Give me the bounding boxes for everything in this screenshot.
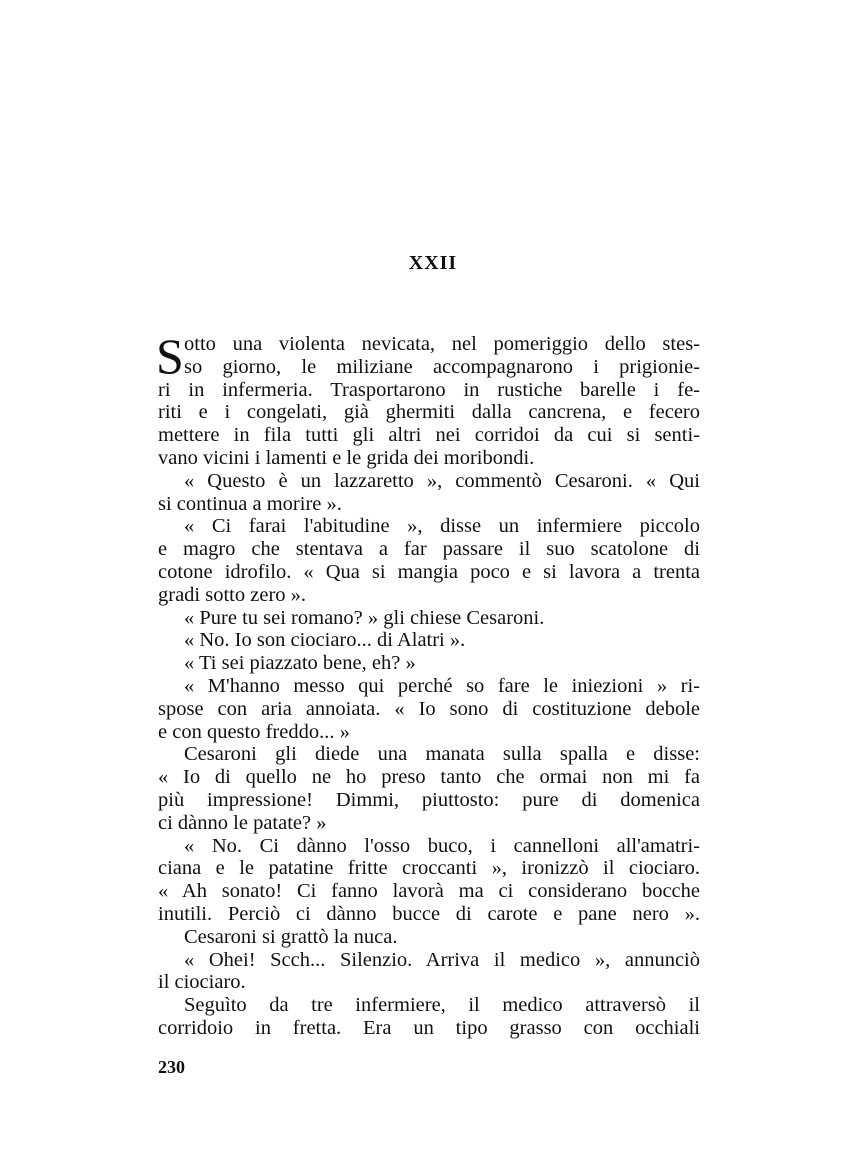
text-line: « Ohei! Scch... Silenzio. Arriva il medico », annunciò xyxy=(184,948,700,971)
text-line: « Ti sei piazzato bene, eh? » xyxy=(184,652,416,675)
text-line: « Pure tu sei romano? » gli chiese Cesaroni. xyxy=(184,606,545,629)
text-line: riti e i congelati, già ghermiti dalla cancrena, e fecero xyxy=(158,401,700,424)
text-line: « No. Ci dànno l'osso buco, i cannelloni all'amatri- xyxy=(184,834,700,857)
text-line: « Io di quello ne ho preso tanto che ormai non mi fa xyxy=(158,766,700,789)
text-line: « Ah sonato! Ci fanno lavorà ma ci considerano bocche xyxy=(158,880,700,903)
text-line: so giorno, le miliziane accompagnarono i prigionie- xyxy=(184,355,700,378)
chapter-title: XXII xyxy=(408,252,458,274)
text-line: e magro che stentava a far passare il suo scatolone di xyxy=(158,538,700,561)
drop-cap: S xyxy=(156,328,184,384)
text-line: Cesaroni si grattò la nuca. xyxy=(184,925,398,948)
text-line: si continua a morire ». xyxy=(158,492,342,515)
text-line: ri in infermeria. Trasportarono in rustiche barelle i fe- xyxy=(158,378,700,401)
text-line: Cesaroni gli diede una manata sulla spalla e disse: xyxy=(184,743,700,766)
text-line: mettere in fila tutti gli altri nei corridoi da cui si senti- xyxy=(158,424,700,447)
text-line: ciana e le patatine fritte croccanti », ironizzò il ciociaro. xyxy=(158,857,700,880)
text-line: e con questo freddo... » xyxy=(158,720,350,743)
text-line: Seguìto da tre infermiere, il medico attraversò il xyxy=(184,994,700,1017)
text-line: il ciociaro. xyxy=(158,971,246,994)
text-line: corridoio in fretta. Era un tipo grasso con occhiali xyxy=(158,1016,700,1039)
text-line: vano vicini i lamenti e le grida dei moribondi. xyxy=(158,446,535,469)
text-line: « Questo è un lazzaretto », commentò Cesaroni. « Qui xyxy=(184,469,700,492)
text-line: otto una violenta nevicata, nel pomeriggio dello stes- xyxy=(184,333,700,355)
text-line: gradi sotto zero ». xyxy=(158,583,307,606)
text-line: inutili. Perciò ci dànno bucce di carote e pane nero ». xyxy=(158,902,700,925)
text-line: « Ci farai l'abitudine », disse un infermiere piccolo xyxy=(184,515,700,538)
text-line: ci dànno le patate? » xyxy=(158,811,327,834)
page-number: 230 xyxy=(158,1057,185,1077)
text-line: « No. Io son ciociaro... di Alatri ». xyxy=(184,629,466,652)
text-line: « M'hanno messo qui perché so fare le iniezioni » ri- xyxy=(184,674,700,697)
text-line: più impressione! Dimmi, piuttosto: pure di domenica xyxy=(158,788,700,811)
text-line: cotone idrofilo. « Qua si mangia poco e si lavora a trenta xyxy=(158,560,700,583)
text-line: spose con aria annoiata. « Io sono di costituzione debole xyxy=(158,697,700,720)
chapter-body xyxy=(156,328,700,1040)
